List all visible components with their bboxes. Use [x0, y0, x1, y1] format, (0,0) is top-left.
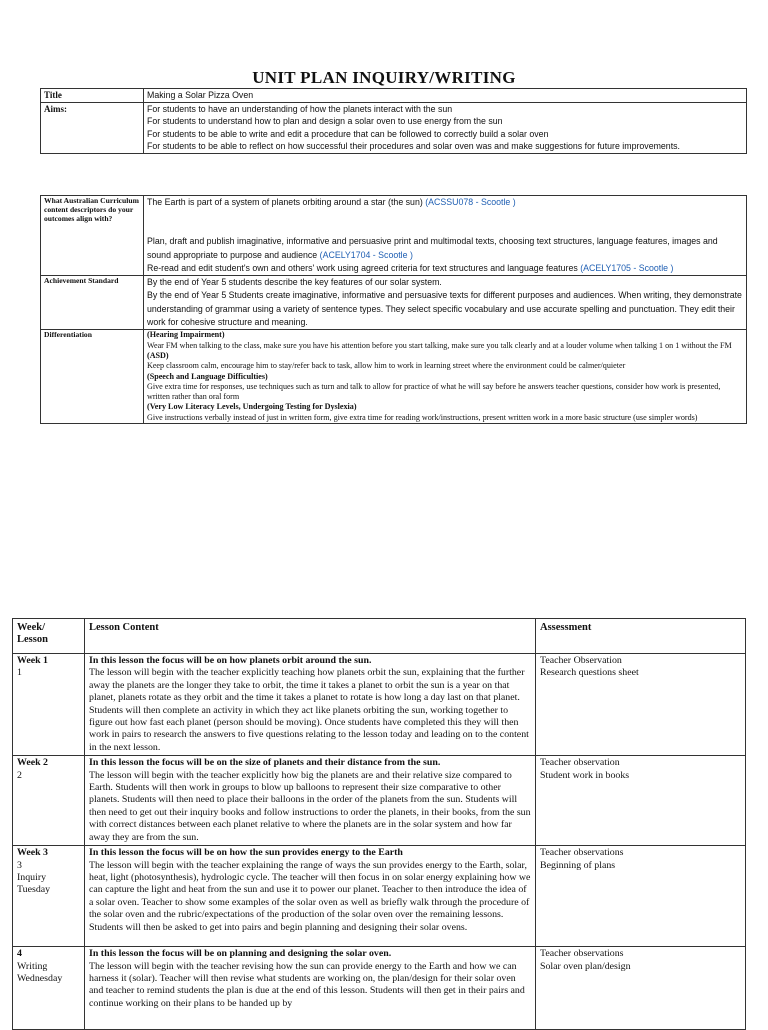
- curriculum-item: Re-read and edit student's own and others' work using agreed criteria for text structures and language features (ACELY1705 - Scootle ): [147, 262, 674, 273]
- week-cell: 4 Writing Wednesday: [13, 947, 85, 1030]
- curriculum-code-link[interactable]: (ACELY1705 - Scootle ): [580, 262, 674, 273]
- differentiation-label: Differentiation: [41, 330, 144, 424]
- assessment-cell: Teacher observations Solar oven plan/design: [536, 947, 746, 1030]
- assessment-cell: Teacher observation Student work in books: [536, 756, 746, 846]
- curriculum-item: Plan, draft and publish imaginative, informative and persuasive print and multimodal texts, choosing text structures, language features, images and sound appropriate to purpose and audience (ACELY1704 - Scootle ): [147, 236, 718, 260]
- table-row: [13, 756, 746, 846]
- curriculum-code-link[interactable]: (ACELY1704 - Scootle ): [319, 249, 413, 260]
- week-cell: Week 2 2: [13, 756, 85, 846]
- page-title: UNIT PLAN INQUIRY/WRITING: [252, 68, 516, 87]
- curriculum-table: [40, 195, 747, 424]
- aim-item: For students to understand how to plan and design a solar oven to use energy from the sun: [147, 116, 503, 126]
- table-row: [41, 330, 747, 424]
- assessment-cell: Teacher Observation Research questions sheet: [536, 654, 746, 756]
- curriculum-code-link[interactable]: (ACSSU078 - Scootle ): [425, 197, 516, 207]
- unit-overview-table: [40, 88, 747, 154]
- table-header-row: [13, 619, 746, 654]
- assessment-cell: Teacher observations Beginning of plans: [536, 846, 746, 947]
- aims-label: Aims:: [41, 102, 144, 153]
- table-row: [41, 102, 747, 153]
- table-row: [41, 276, 747, 330]
- aim-item: For students to have an understanding of how the planets interact with the sun: [147, 103, 453, 114]
- lesson-content-header: Lesson Content: [85, 619, 536, 654]
- curriculum-item: The Earth is part of a system of planets orbiting around a star (the sun) (ACSSU078 - Scootle ): [147, 197, 516, 207]
- aim-item: For students to be able to reflect on how successful their procedures and solar oven was and make suggestions for future improvements.: [147, 141, 680, 151]
- week-lesson-header: Week/ Lesson: [13, 619, 85, 654]
- aim-item: For students to be able to write and edit a procedure that can be followed to correctly build a solar oven: [147, 128, 549, 139]
- achievement-label: Achievement Standard: [41, 276, 144, 330]
- achievement-content: By the end of Year 5 students describe the key features of our solar system. By the end of Year 5 Students create imaginative, informative and persuasive texts for different purposes and audiences. When writing, they demonstrate understanding of grammar using a variety of sentence types. They select specific vocabulary and use accurate spelling and punctuation. They edit their work for cohesive structure and meaning.: [144, 276, 747, 330]
- curriculum-content: [144, 196, 747, 276]
- lesson-content-cell: In this lesson the focus will be on how the sun provides energy to the Earth The lesson will begin with the teacher explaining the range of ways the sun provides energy to the Earth, solar, heat, light (photosynthesis), hydrologic cycle. The teacher will then focus in on solar energy explaining how we can capture the light and heat from the sun and use it to power our planet. Teacher to then introduce the idea of a solar oven. Teacher to show some examples of the solar oven as well as briefly walk through the procedure of the solar oven and the rubric/expectations of the production of the solar oven over the remaining lessons. Students will then be asked to get into pairs and begin planning and designing their solar ovens.: [85, 846, 536, 947]
- assessment-header: Assessment: [536, 619, 746, 654]
- title-label: Title: [41, 89, 144, 103]
- table-row: [13, 654, 746, 756]
- week-cell: Week 3 3 Inquiry Tuesday: [13, 846, 85, 947]
- table-row: [13, 947, 746, 1030]
- lesson-table: [12, 618, 746, 1030]
- lesson-content-cell: In this lesson the focus will be on the size of planets and their distance from the sun. The lesson will begin with the teacher explicitly how big the planets are and their relative size compared to Earth. Students will then work in groups to blow up balloons to represent their size comparative to other planets. Students will then need to place their balloons in the order of the planets from the sun. Students will then need to get out their inquiry books and follow instructions to order the planets, in their books, from the sun with correct distances between each planet relative to where the planets are in the solar system and how far away they are from the sun.: [85, 756, 536, 846]
- lesson-content-cell: In this lesson the focus will be on planning and designing the solar oven. The lesson will begin with the teacher revising how the sun can provide energy to the Earth and how we can harness it (solar). Teacher will then revise what students are working on, the plan/design for their solar oven and teacher to remind students the plan is due at the end of this lesson. Students will then get in their pairs and continue working on their plans to be handed up by: [85, 947, 536, 1030]
- table-row: [13, 846, 746, 947]
- week-cell: Week 1 1: [13, 654, 85, 756]
- unit-title-value: Making a Solar Pizza Oven: [144, 89, 747, 103]
- aims-list: [144, 102, 747, 153]
- table-row: [41, 89, 747, 103]
- differentiation-content: (Hearing Impairment) Wear FM when talking to the class, make sure you have his attention before you start talking, make sure you talk clearly and at a louder volume when talking 1 on 1 without the FM (ASD) Keep classroom calm, encourage him to stay/refer back to task, allow him to work in learning street where the environment could be calmer/quieter (Speech and Language Difficulties) Give extra time for responses, use techniques such as turn and talk to allow for practice of what he will say before he answers teacher questions, consider how work is presented, written rather than oral form (Very Low Literacy Levels, Undergoing Testing for Dyslexia) Give instructions verbally instead of just in written form, give extra time for reading work/instructions, present written work in a more basic structure (use simpler words): [144, 330, 747, 424]
- lesson-content-cell: In this lesson the focus will be on how planets orbit around the sun. The lesson will begin with the teacher explicitly teaching how planets orbit the sun, explaining that the further away the planets are the longer they take to orbit, the time it takes a planet to orbit the sun is a year on that planet, planets rotate as they orbit and the time it takes a planet to rotate is how long a day last on that planet. Students will then complete an activity in which they act like planets orbiting the sun, working together to figure out how fast each planet (person should be moving). Once students have completed this they will then work in pairs to research the answers to five questions relating to the lesson today and leading on to the content in the next lesson.: [85, 654, 536, 756]
- curriculum-label: What Australian Curriculum content descriptors do your outcomes align with?: [41, 196, 144, 276]
- table-row: [41, 196, 747, 276]
